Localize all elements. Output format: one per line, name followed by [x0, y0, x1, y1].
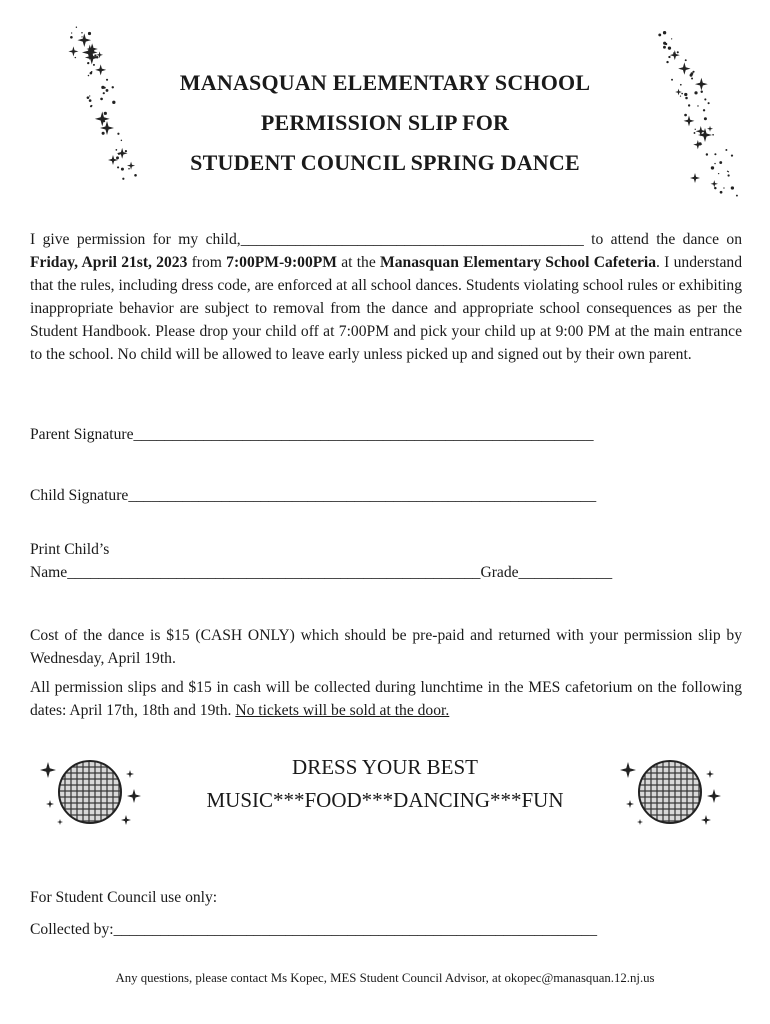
collected-by-field[interactable]: Collected by:______________________________________________________________ — [30, 921, 597, 938]
sparkle-dot — [666, 61, 668, 63]
star-icon — [68, 46, 78, 56]
sparkle-dot — [96, 56, 99, 59]
child-name-blank[interactable]: ____________________________________________ — [240, 231, 584, 248]
print-childs-label: Print Child’s — [30, 541, 110, 558]
sparkle-dot — [714, 187, 716, 189]
page-title-line3: STUDENT COUNCIL SPRING DANCE — [190, 150, 580, 175]
sparkle-dot — [81, 32, 83, 34]
office-use-label: For Student Council use only: — [30, 889, 218, 906]
sparkle-dot — [677, 51, 679, 53]
p1-text-e: . I understand that the rules, including dress code, are enforced at all school dances. Students violating school rules or exhibiting inappropriate behavior are subject to removal from the dance and appropriate school consequences as per the Student Handbook. Please drop your child off at 7:00PM and pick your child up at 9:00 PM at the main entrance to the school. No child will be allowed to leave early unless picked up and signed out by their own parent. — [30, 254, 743, 363]
star-icon — [711, 180, 718, 187]
sparkle-dot — [668, 56, 670, 58]
sparkle-dot — [688, 104, 690, 106]
sparkle-dot — [87, 96, 90, 99]
footer-contact: Any questions, please contact Ms Kopec, MES Student Council Advisor, at okopec@manasquan.12.nj.us — [115, 971, 655, 985]
p1-text-b: to attend the dance on — [583, 231, 742, 248]
collection-paragraph — [30, 676, 742, 722]
sparkle-dot — [708, 102, 710, 104]
sparkle-dot — [93, 64, 95, 66]
p1-text-a: I give permission for my child, — [30, 231, 241, 248]
sparkle-dot — [89, 99, 92, 102]
sparkle-dot — [736, 195, 738, 197]
sparkle-dot — [75, 57, 76, 58]
sparkle-dot — [704, 98, 706, 100]
sparkle-dot — [723, 187, 724, 188]
sparkle-dot — [720, 191, 723, 194]
star-icon — [57, 819, 63, 825]
sparkle-dot — [685, 97, 688, 100]
sparkle-dot — [71, 32, 72, 33]
page-title-line2: PERMISSION SLIP FOR — [260, 110, 510, 135]
dance-date: Friday, April 21st, 2023 — [30, 254, 188, 271]
sparkle-dot — [112, 101, 115, 104]
star-icon — [78, 33, 92, 47]
cost-paragraph: Cost of the dance is $15 (CASH ONLY) which should be pre-paid and returned with your permission slip by Wednesday, April 19th. — [30, 627, 742, 667]
sparkle-dot — [668, 47, 671, 50]
sparkle-dot — [671, 38, 672, 39]
no-tickets-note: No tickets will be sold at the door. — [235, 702, 450, 719]
p1-text-d: at the — [337, 254, 381, 271]
sparkle-dot — [685, 59, 687, 61]
banner-line1: DRESS YOUR BEST — [292, 755, 478, 779]
sparkle-dot — [94, 54, 96, 56]
sparkle-dot — [76, 27, 77, 28]
sparkle-dot — [121, 140, 122, 141]
star-icon — [121, 815, 131, 825]
collection-text: All permission slips and $15 in cash will be collected during lunchtime in the MES cafetorium on the following dates: April 17th, 18th and 19th. — [30, 679, 742, 719]
sparkle-dot — [663, 42, 666, 45]
star-icon — [701, 815, 711, 825]
sparkle-dot — [100, 98, 103, 101]
dance-time: 7:00PM-9:00PM — [226, 254, 338, 271]
p1-text-c: from — [187, 254, 227, 271]
sparkle-dot — [81, 36, 82, 37]
sparkle-dot — [88, 32, 91, 35]
sparkle-dot — [122, 178, 124, 180]
page-title-line1: MANASQUAN ELEMENTARY SCHOOL — [179, 70, 591, 95]
name-grade-field[interactable]: Name_____________________________________________________Grade____________ — [30, 564, 613, 581]
banner-line2: MUSIC***FOOD***DANCING***FUN — [206, 788, 564, 812]
permission-paragraph — [30, 228, 742, 366]
child-signature-field[interactable]: Child Signature____________________________________________________________ — [30, 487, 597, 504]
star-icon — [637, 819, 643, 825]
sparkle-dot — [658, 33, 661, 36]
sparkle-dot — [697, 105, 698, 106]
sparkle-dot — [699, 142, 702, 145]
sparkle-dot — [731, 186, 734, 189]
sparkle-dot — [91, 45, 93, 47]
sparkle-dot — [663, 46, 666, 49]
sparkle-dot — [91, 105, 93, 107]
parent-signature-field[interactable]: Parent Signature___________________________________________________________ — [30, 426, 594, 443]
sparkle-dot — [70, 36, 73, 39]
sparkle-dot — [663, 31, 666, 34]
dance-location: Manasquan Elementary School Cafeteria — [380, 254, 657, 271]
sparkle-dot — [87, 62, 89, 64]
